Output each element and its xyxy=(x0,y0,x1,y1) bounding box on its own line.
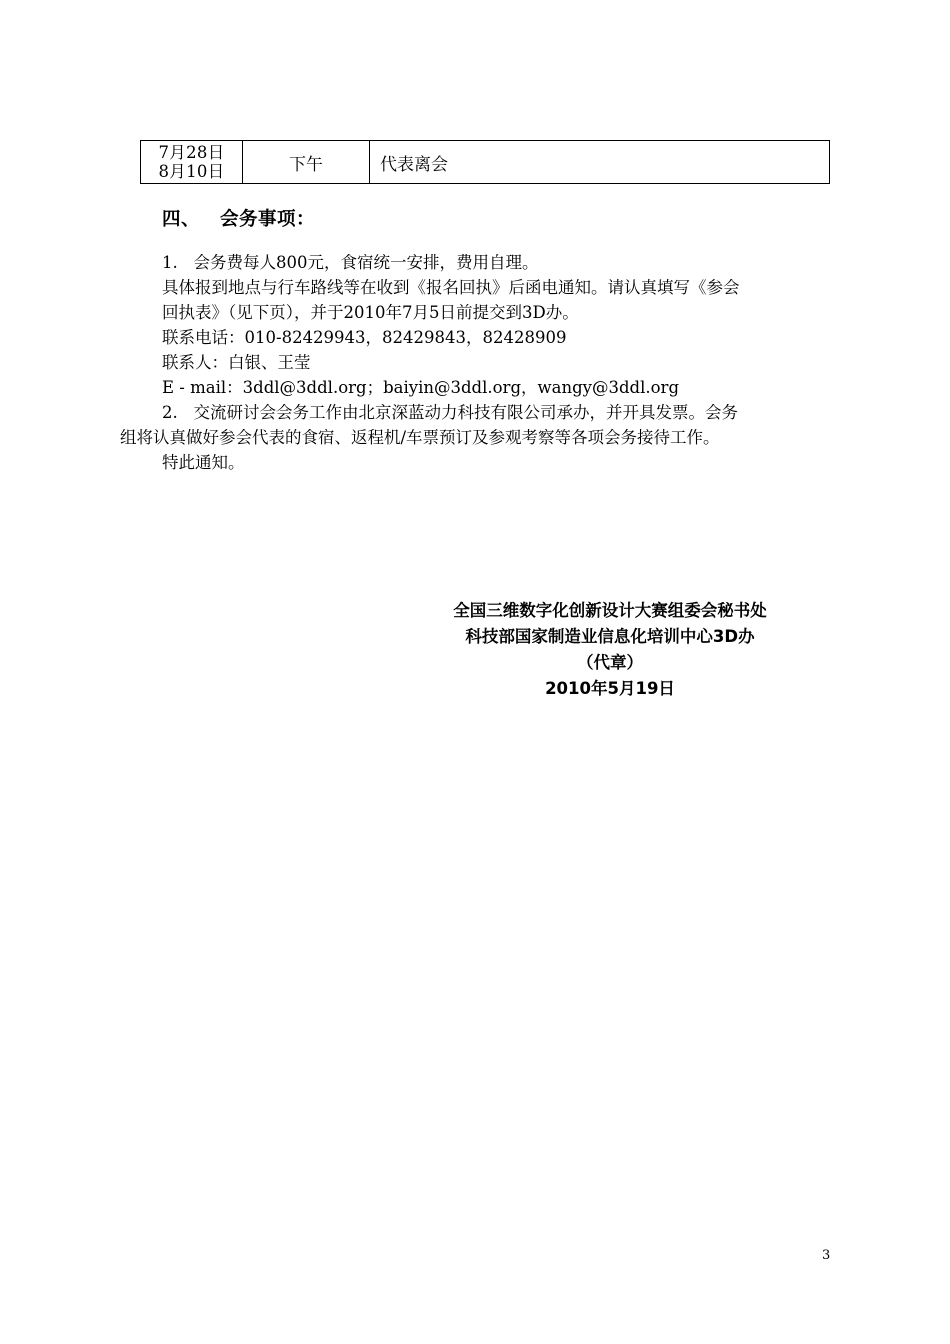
page-number: 3 xyxy=(822,1248,831,1263)
schedule-table-row xyxy=(140,140,830,184)
contact-phone: 联系电话：010-82429943，82429843，82428909 xyxy=(162,328,567,347)
signature-seal: （代章） xyxy=(577,653,643,672)
item-1-label: 1. xyxy=(162,253,178,272)
contact-persons: 联系人：白银、王莹 xyxy=(162,353,311,372)
registration-line-1: 具体报到地点与行车路线等在收到《报名回执》后函电通知。请认真填写《参会 xyxy=(162,278,740,297)
notice-body xyxy=(120,250,832,475)
signature-org-2: 科技部国家制造业信息化培训中心3D办 xyxy=(465,627,755,646)
section-title: 会务事项： xyxy=(220,209,316,230)
closing-text: 特此通知。 xyxy=(162,453,245,472)
registration-line-2: 回执表》（见下页），并于2010年7月5日前提交到3D办。 xyxy=(162,303,579,322)
schedule-time: 下午 xyxy=(289,154,323,175)
item-2-text: 交流研讨会会务工作由北京深蓝动力科技有限公司承办，并开具发票。会务 xyxy=(193,403,738,422)
item-2-label: 2. xyxy=(162,403,178,422)
signature-block xyxy=(400,598,820,702)
schedule-date-cell xyxy=(141,141,243,183)
schedule-date-end: 8月10日 xyxy=(158,162,225,181)
item-1 xyxy=(120,250,832,275)
signature-date: 2010年5月19日 xyxy=(545,679,675,698)
item-1-text: 会务费每人800元，食宿统一安排，费用自理。 xyxy=(193,253,539,272)
schedule-event: 代表离会 xyxy=(380,154,448,175)
item-2-line-2: 组将认真做好参会代表的食宿、返程机/车票预订及参观考察等各项会务接待工作。 xyxy=(120,428,720,447)
contact-email: E - mail：3ddl@3ddl.org；baiyin@3ddl.org，wangy@3ddl.org xyxy=(162,378,680,397)
item-2-line-1 xyxy=(120,400,832,425)
schedule-date-start: 7月28日 xyxy=(158,143,225,162)
schedule-event-cell xyxy=(370,141,829,183)
signature-org-1: 全国三维数字化创新设计大赛组委会秘书处 xyxy=(453,601,767,620)
section-heading xyxy=(162,205,315,231)
schedule-time-cell xyxy=(243,141,370,183)
section-number: 四、 xyxy=(162,209,201,230)
